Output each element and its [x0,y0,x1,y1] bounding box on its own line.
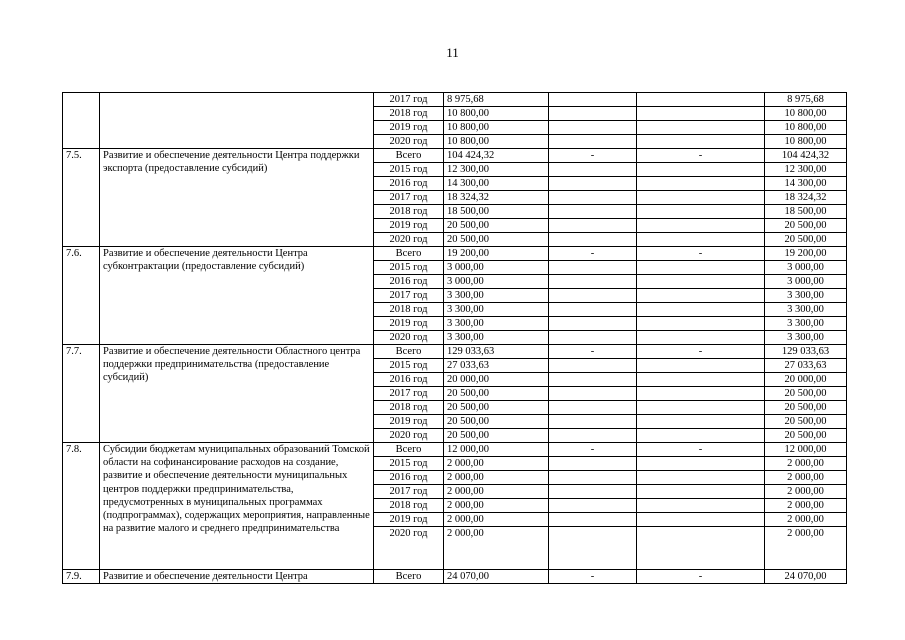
federal-cell [549,289,637,303]
federal-cell [549,331,637,345]
federal-cell [549,513,637,527]
year-cell: 2018 год [374,107,444,121]
sum-cell: 2 000,00 [765,485,847,499]
total-cell: 18 500,00 [444,205,549,219]
year-cell: 2017 год [374,191,444,205]
federal-cell [549,191,637,205]
table-row [63,93,847,107]
sum-cell: 2 000,00 [765,499,847,513]
federal-cell: - [549,149,637,163]
total-cell: 20 500,00 [444,401,549,415]
regional-cell [637,485,765,499]
federal-cell [549,205,637,219]
total-cell: 12 300,00 [444,163,549,177]
total-cell: 27 033,63 [444,359,549,373]
total-cell: 104 424,32 [444,149,549,163]
budget-table [62,92,847,584]
sum-cell: 20 500,00 [765,219,847,233]
year-cell: Всего [374,570,444,584]
regional-cell [637,275,765,289]
table-row [63,443,847,457]
year-cell: 2016 год [374,177,444,191]
table-row [63,149,847,163]
total-cell: 2 000,00 [444,499,549,513]
year-cell: 2016 год [374,471,444,485]
regional-cell [637,527,765,570]
year-cell: 2019 год [374,317,444,331]
federal-cell [549,429,637,443]
regional-cell [637,219,765,233]
regional-cell [637,429,765,443]
federal-cell [549,303,637,317]
regional-cell [637,457,765,471]
sum-cell: 10 800,00 [765,121,847,135]
federal-cell [549,317,637,331]
sum-cell: 18 500,00 [765,205,847,219]
total-cell: 3 300,00 [444,331,549,345]
regional-cell [637,177,765,191]
year-cell: 2020 год [374,429,444,443]
federal-cell [549,121,637,135]
total-cell: 19 200,00 [444,247,549,261]
year-cell: 2017 год [374,387,444,401]
sum-cell: 3 300,00 [765,317,847,331]
sum-cell: 3 300,00 [765,331,847,345]
regional-cell [637,93,765,107]
regional-cell: - [637,443,765,457]
year-cell: 2018 год [374,401,444,415]
federal-cell: - [549,247,637,261]
total-cell: 20 500,00 [444,415,549,429]
total-cell: 2 000,00 [444,457,549,471]
item-number-cell: 7.6. [63,247,100,345]
regional-cell [637,317,765,331]
sum-cell: 2 000,00 [765,513,847,527]
year-cell: 2017 год [374,93,444,107]
sum-cell: 3 300,00 [765,303,847,317]
sum-cell: 14 300,00 [765,177,847,191]
sum-cell: 18 324,32 [765,191,847,205]
sum-cell: 3 300,00 [765,289,847,303]
federal-cell [549,499,637,513]
total-cell: 24 070,00 [444,570,549,584]
federal-cell [549,471,637,485]
year-cell: 2017 год [374,485,444,499]
federal-cell [549,275,637,289]
regional-cell: - [637,570,765,584]
total-cell: 20 500,00 [444,233,549,247]
table-row [63,570,847,584]
year-cell: 2020 год [374,135,444,149]
regional-cell [637,233,765,247]
sum-cell: 20 500,00 [765,415,847,429]
total-cell: 12 000,00 [444,443,549,457]
federal-cell [549,177,637,191]
federal-cell [549,415,637,429]
year-cell: 2017 год [374,289,444,303]
regional-cell [637,331,765,345]
regional-cell [637,415,765,429]
year-cell: 2020 год [374,331,444,345]
sum-cell: 10 800,00 [765,107,847,121]
total-cell: 3 300,00 [444,289,549,303]
total-cell: 2 000,00 [444,513,549,527]
regional-cell [637,163,765,177]
item-name-cell: Развитие и обеспечение деятельности Областного центра поддержки предпринимательства (предоставление субсидий) [100,345,374,443]
total-cell: 18 324,32 [444,191,549,205]
federal-cell: - [549,570,637,584]
total-cell: 129 033,63 [444,345,549,359]
federal-cell: - [549,345,637,359]
year-cell: Всего [374,247,444,261]
sum-cell: 129 033,63 [765,345,847,359]
sum-cell: 104 424,32 [765,149,847,163]
federal-cell: - [549,443,637,457]
federal-cell [549,93,637,107]
year-cell: 2020 год [374,233,444,247]
total-cell: 10 800,00 [444,107,549,121]
year-cell: 2020 год [374,527,444,570]
total-cell: 3 000,00 [444,261,549,275]
total-cell: 3 300,00 [444,317,549,331]
federal-cell [549,457,637,471]
federal-cell [549,233,637,247]
year-cell: 2018 год [374,499,444,513]
total-cell: 8 975,68 [444,93,549,107]
year-cell: 2019 год [374,415,444,429]
regional-cell: - [637,149,765,163]
item-name-cell: Развитие и обеспечение деятельности Центра поддержки экспорта (предоставление субсидий) [100,149,374,247]
sum-cell: 24 070,00 [765,570,847,584]
year-cell: 2015 год [374,359,444,373]
total-cell: 10 800,00 [444,135,549,149]
federal-cell [549,107,637,121]
regional-cell [637,107,765,121]
year-cell: 2018 год [374,303,444,317]
regional-cell [637,401,765,415]
total-cell: 2 000,00 [444,527,549,570]
sum-cell: 8 975,68 [765,93,847,107]
federal-cell [549,387,637,401]
sum-cell: 12 300,00 [765,163,847,177]
regional-cell [637,359,765,373]
table-row [63,247,847,261]
table-row [63,345,847,359]
sum-cell: 2 000,00 [765,527,847,570]
item-number-cell [63,93,100,149]
item-name-cell: Субсидии бюджетам муниципальных образований Томской области на софинансирование расходов на создание, развитие и обеспечение деятельности муниципальных центров поддержки предпринимательства, предусмотренных в муниципальных программах (подпрограммах), содержащих мероприятия, направленные на развитие малого и среднего предпринимательства [100,443,374,570]
regional-cell [637,289,765,303]
federal-cell [549,485,637,499]
regional-cell [637,513,765,527]
regional-cell [637,303,765,317]
total-cell: 14 300,00 [444,177,549,191]
total-cell: 20 500,00 [444,387,549,401]
sum-cell: 20 500,00 [765,401,847,415]
sum-cell: 27 033,63 [765,359,847,373]
total-cell: 3 000,00 [444,275,549,289]
total-cell: 20 500,00 [444,219,549,233]
total-cell: 2 000,00 [444,485,549,499]
sum-cell: 20 500,00 [765,387,847,401]
year-cell: 2015 год [374,457,444,471]
year-cell: Всего [374,345,444,359]
federal-cell [549,373,637,387]
item-number-cell: 7.5. [63,149,100,247]
regional-cell [637,499,765,513]
federal-cell [549,261,637,275]
year-cell: 2019 год [374,121,444,135]
sum-cell: 2 000,00 [765,457,847,471]
regional-cell: - [637,247,765,261]
item-name-cell [100,93,374,149]
regional-cell [637,191,765,205]
year-cell: Всего [374,149,444,163]
regional-cell [637,373,765,387]
total-cell: 20 500,00 [444,429,549,443]
year-cell: 2016 год [374,373,444,387]
sum-cell: 19 200,00 [765,247,847,261]
regional-cell [637,121,765,135]
item-name-cell: Развитие и обеспечение деятельности Центра [100,570,374,584]
page-number: 11 [446,45,459,60]
regional-cell [637,471,765,485]
year-cell: Всего [374,443,444,457]
regional-cell [637,261,765,275]
year-cell: 2019 год [374,513,444,527]
year-cell: 2015 год [374,261,444,275]
sum-cell: 3 000,00 [765,261,847,275]
total-cell: 2 000,00 [444,471,549,485]
total-cell: 3 300,00 [444,303,549,317]
year-cell: 2016 год [374,275,444,289]
federal-cell [549,135,637,149]
sum-cell: 20 500,00 [765,429,847,443]
item-number-cell: 7.8. [63,443,100,570]
total-cell: 10 800,00 [444,121,549,135]
regional-cell: - [637,345,765,359]
sum-cell: 20 000,00 [765,373,847,387]
item-number-cell: 7.7. [63,345,100,443]
federal-cell [549,401,637,415]
total-cell: 20 000,00 [444,373,549,387]
sum-cell: 10 800,00 [765,135,847,149]
regional-cell [637,205,765,219]
federal-cell [549,527,637,570]
regional-cell [637,387,765,401]
federal-cell [549,219,637,233]
year-cell: 2019 год [374,219,444,233]
year-cell: 2018 год [374,205,444,219]
federal-cell [549,359,637,373]
sum-cell: 3 000,00 [765,275,847,289]
sum-cell: 2 000,00 [765,471,847,485]
sum-cell: 12 000,00 [765,443,847,457]
year-cell: 2015 год [374,163,444,177]
sum-cell: 20 500,00 [765,233,847,247]
regional-cell [637,135,765,149]
item-number-cell: 7.9. [63,570,100,584]
item-name-cell: Развитие и обеспечение деятельности Центра субконтрактации (предоставление субсидий) [100,247,374,345]
federal-cell [549,163,637,177]
